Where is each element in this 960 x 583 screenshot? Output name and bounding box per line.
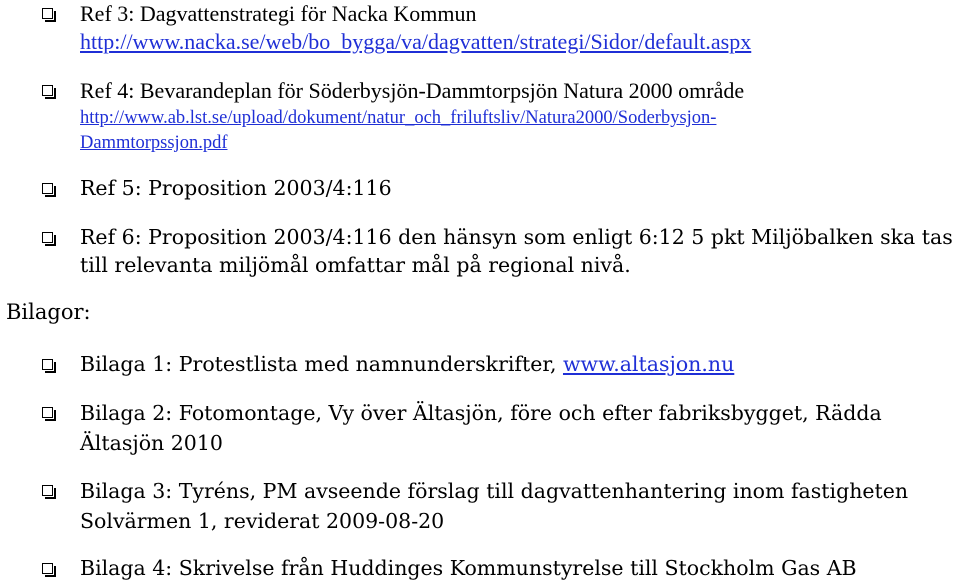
checkbox-bullet-icon [42, 183, 53, 194]
reference-label: Ref 4: Bevarandeplan för Söderbysjön-Dammtorpsjön Natura 2000 område [80, 78, 745, 103]
checkbox-bullet-icon [42, 359, 53, 370]
checkbox-bullet-icon [42, 8, 53, 19]
attachment-item-1 [42, 350, 957, 380]
attachments-heading: Bilagor: [6, 300, 91, 324]
reference-link[interactable]: http://www.nacka.se/web/bo_bygga/va/dagvatten/strategi/Sidor/default.aspx [80, 29, 752, 54]
reference-label-line-1: Ref 6: Proposition 2003/4:116 den hänsyn som enligt 6:12 5 pkt Miljöbalken ska tas [80, 225, 953, 249]
reference-item-4 [42, 77, 957, 157]
attachment-label-line-1: Bilaga 2: Fotomontage, Vy över Ältasjön, före och efter fabriksbygget, Rädda [80, 401, 882, 425]
reference-item-6 [42, 223, 957, 283]
attachment-item-4 [42, 554, 957, 583]
checkbox-bullet-icon [42, 563, 53, 574]
attachment-item-3 [42, 476, 957, 536]
attachment-label-line-2: Ältasjön 2010 [80, 431, 223, 455]
attachment-item-2 [42, 398, 957, 458]
attachment-label-line-1: Bilaga 3: Tyréns, PM avseende förslag till dagvattenhantering inom fastigheten [80, 479, 909, 503]
reference-link-line-2[interactable]: Dammtorpssjon.pdf [80, 133, 228, 153]
reference-label: Ref 5: Proposition 2003/4:116 [80, 176, 392, 200]
checkbox-bullet-icon [42, 407, 53, 418]
reference-link-line-1[interactable]: http://www.ab.lst.se/upload/dokument/natur_och_friluftsliv/Natura2000/Soderbysjon- [80, 108, 717, 128]
attachment-label: Bilaga 1: Protestlista med namnunderskrifter, [80, 352, 563, 376]
checkbox-bullet-icon [42, 85, 53, 96]
checkbox-bullet-icon [42, 232, 53, 243]
attachment-link[interactable]: www.altasjon.nu [562, 352, 735, 376]
attachment-label-line-2: Solvärmen 1, reviderat 2009-08-20 [80, 509, 445, 533]
attachment-label: Bilaga 4: Skrivelse från Huddinges Kommunstyrelse till Stockholm Gas AB [80, 556, 857, 580]
checkbox-bullet-icon [42, 485, 53, 496]
reference-label-line-2: till relevanta miljömål omfattar mål på regional nivå. [80, 253, 631, 277]
reference-label: Ref 3: Dagvattenstrategi för Nacka Kommun [80, 1, 477, 26]
reference-item-3 [42, 0, 957, 60]
reference-item-5 [42, 174, 957, 204]
